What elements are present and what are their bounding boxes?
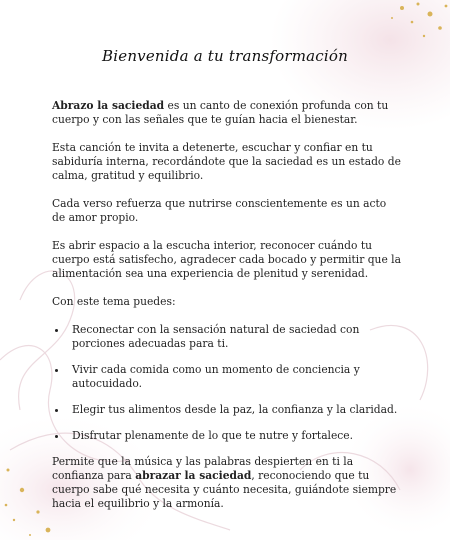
page-title: Bienvenida a tu transformación xyxy=(102,47,348,65)
list-item: • Elegir tus alimentos desde la paz, la confianza y la claridad. xyxy=(68,403,402,417)
benefits-list xyxy=(52,323,402,443)
benefits-intro: Con este tema puedes: xyxy=(52,295,176,308)
list-item: • Reconectar con la sensación natural de saciedad con porciones adecuadas para ti. xyxy=(68,323,402,351)
list-item: • Vivir cada comida como un momento de conciencia y autocuidado. xyxy=(68,363,402,391)
paragraph-closing: Permite que la música y las palabras despierten en ti la confianza para abrazar la saciedad, reconociendo que tu cuerpo sabe qué necesita y cuánto necesita, guiándote siempre hacia el equilibrio y la armonía. xyxy=(52,455,397,510)
closing-bold: abrazar la saciedad xyxy=(135,469,252,482)
paragraph-intro: Abrazo la saciedad es un canto de conexión profunda con tu cuerpo y con las señales que te guían hacia el bienestar. xyxy=(52,99,389,126)
paragraph-verse: Cada verso refuerza que nutrirse conscientemente es un acto de amor propio. xyxy=(52,197,387,224)
list-item: • Disfrutar plenamente de lo que te nutre y fortalece. xyxy=(68,429,402,443)
song-name-bold: Abrazo la saciedad xyxy=(52,99,165,112)
paragraph-invitation: Esta canción te invita a detenerte, escuchar y confiar en tu sabiduría interna, recordándote que la saciedad es un estado de calma, gratitud y equilibrio. xyxy=(52,141,401,182)
document-body xyxy=(52,99,402,525)
paragraph-listening: Es abrir espacio a la escucha interior, reconocer cuándo tu cuerpo está satisfecho, agradecer cada bocado y permitir que la alimentación sea una experiencia de plenitud y serenidad. xyxy=(52,239,401,280)
